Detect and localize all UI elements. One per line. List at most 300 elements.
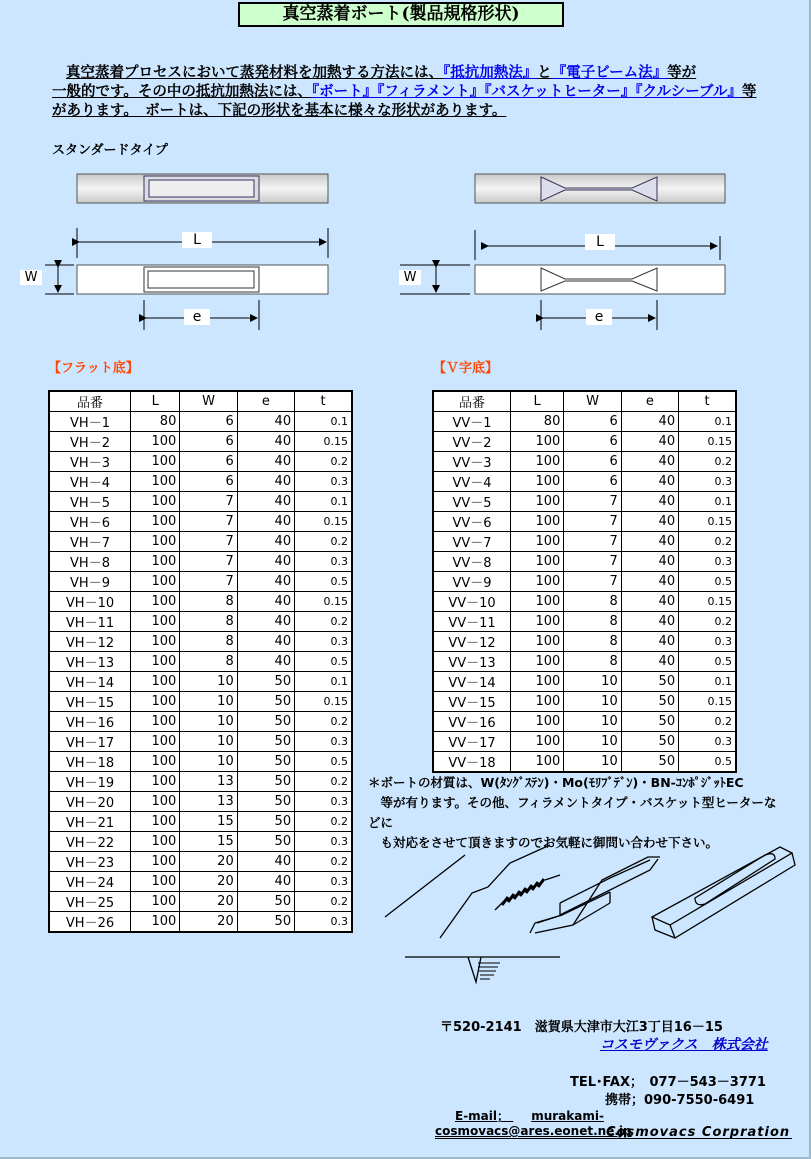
part-no-cell: VV－1 — [433, 412, 511, 432]
L-cell: 100 — [131, 652, 180, 672]
L-cell: 100 — [131, 812, 180, 832]
e-cell: 50 — [237, 832, 294, 852]
e-cell: 50 — [237, 792, 294, 812]
table-row — [49, 752, 352, 772]
L-cell: 100 — [511, 512, 564, 532]
table-header-row — [49, 391, 352, 412]
W-cell: 7 — [564, 492, 621, 512]
W-cell: 6 — [564, 412, 621, 432]
L-cell: 100 — [131, 832, 180, 852]
standard-type-label: スタンダードタイプ — [52, 143, 168, 158]
L-cell: 100 — [131, 552, 180, 572]
t-cell: 0.2 — [679, 612, 736, 632]
intro-line-3: があります。 ボートは、下記の形状を基本に様々な形状があります。 — [52, 103, 507, 119]
header-t: t — [679, 391, 736, 412]
part-no-cell: VH－11 — [49, 612, 131, 632]
header-part-no: 品番 — [433, 391, 511, 412]
v-boat-side-view — [400, 230, 725, 330]
part-no-cell: VH－2 — [49, 432, 131, 452]
W-cell: 7 — [180, 492, 237, 512]
t-cell: 0.15 — [679, 692, 736, 712]
boat-drawings — [0, 160, 811, 340]
W-cell: 20 — [180, 912, 237, 933]
W-cell: 7 — [564, 552, 621, 572]
part-no-cell: VH－15 — [49, 692, 131, 712]
v-bottom-label: 【Ｖ字底】 — [433, 361, 499, 376]
W-cell: 10 — [564, 692, 621, 712]
W-cell: 6 — [180, 452, 237, 472]
t-cell: 0.1 — [679, 492, 736, 512]
note-line: も対応をさせて頂きますのでお気軽に御問い合わせ下さい。 — [368, 835, 719, 850]
e-cell: 40 — [237, 492, 294, 512]
part-no-cell: VV－16 — [433, 712, 511, 732]
L-cell: 100 — [131, 432, 180, 452]
W-cell: 10 — [180, 752, 237, 772]
L-cell: 100 — [131, 512, 180, 532]
W-cell: 7 — [564, 572, 621, 592]
v-spec-table — [432, 390, 737, 773]
t-cell: 0.15 — [295, 512, 352, 532]
header-e: e — [237, 391, 294, 412]
t-cell: 0.3 — [295, 872, 352, 892]
W-cell: 8 — [180, 612, 237, 632]
e-cell: 40 — [621, 432, 678, 452]
boat-type-sketches — [380, 835, 800, 990]
part-no-cell: VV－18 — [433, 752, 511, 773]
table-row — [49, 672, 352, 692]
part-no-cell: VV－12 — [433, 632, 511, 652]
table-row — [433, 592, 736, 612]
L-cell: 100 — [511, 692, 564, 712]
W-cell: 8 — [180, 632, 237, 652]
note-line: 等が有ります。その他、フィラメントタイプ・バスケット型ヒーターなどに — [368, 795, 777, 830]
table-header-row — [433, 391, 736, 412]
t-cell: 0.5 — [679, 752, 736, 773]
L-cell: 100 — [131, 492, 180, 512]
W-cell: 13 — [180, 772, 237, 792]
L-cell: 100 — [511, 532, 564, 552]
W-cell: 13 — [180, 792, 237, 812]
t-cell: 0.15 — [295, 432, 352, 452]
W-cell: 6 — [564, 432, 621, 452]
table-row — [49, 812, 352, 832]
L-cell: 100 — [131, 892, 180, 912]
v-boat-top-view — [475, 174, 725, 203]
e-cell: 40 — [237, 552, 294, 572]
dim-label-e-v: e — [586, 309, 612, 325]
t-cell: 0.15 — [295, 692, 352, 712]
resistance-heating-link[interactable]: 『抵抗加熱法』 — [443, 65, 538, 81]
part-no-cell: VH－14 — [49, 672, 131, 692]
header-e: e — [621, 391, 678, 412]
L-cell: 100 — [511, 732, 564, 752]
t-cell: 0.15 — [679, 432, 736, 452]
part-no-cell: VH－22 — [49, 832, 131, 852]
part-no-cell: VV－9 — [433, 572, 511, 592]
e-cell: 40 — [237, 852, 294, 872]
e-cell: 50 — [621, 732, 678, 752]
e-cell: 50 — [621, 692, 678, 712]
part-no-cell: VV－15 — [433, 692, 511, 712]
part-no-cell: VH－3 — [49, 452, 131, 472]
L-cell: 100 — [131, 792, 180, 812]
table-row — [49, 892, 352, 912]
t-cell: 0.1 — [679, 672, 736, 692]
W-cell: 10 — [564, 732, 621, 752]
dim-label-W-v: W — [399, 270, 421, 285]
e-cell: 40 — [237, 432, 294, 452]
table-row — [433, 692, 736, 712]
part-no-cell: VV－5 — [433, 492, 511, 512]
table-row — [49, 492, 352, 512]
e-cell: 40 — [621, 612, 678, 632]
L-cell: 100 — [511, 712, 564, 732]
part-no-cell: VV－11 — [433, 612, 511, 632]
corp-name-en: Cosmovacs Corpration — [606, 1125, 791, 1140]
company-name[interactable]: コスモヴァクス 株式会社 — [600, 1037, 768, 1053]
e-cell: 50 — [621, 672, 678, 692]
t-cell: 0.3 — [679, 472, 736, 492]
e-cell: 40 — [237, 572, 294, 592]
part-no-cell: VH－23 — [49, 852, 131, 872]
table-row — [49, 632, 352, 652]
L-cell: 100 — [131, 672, 180, 692]
t-cell: 0.5 — [679, 652, 736, 672]
header-W: W — [180, 391, 237, 412]
part-no-cell: VV－8 — [433, 552, 511, 572]
page-title: 真空蒸着ボート(製品規格形状) — [238, 2, 564, 27]
part-no-cell: VH－5 — [49, 492, 131, 512]
part-no-cell: VH－18 — [49, 752, 131, 772]
flat-boat-top-view — [77, 174, 328, 203]
e-cell: 40 — [621, 472, 678, 492]
W-cell: 7 — [180, 552, 237, 572]
t-cell: 0.15 — [679, 512, 736, 532]
e-cell: 40 — [621, 452, 678, 472]
e-cell: 50 — [237, 912, 294, 933]
intro-line-1: 真空蒸着プロセスにおいて蒸発材料を加熱する方法には、『抵抗加熱法』と『電子ビーム法』等が — [66, 65, 697, 81]
e-cell: 40 — [621, 552, 678, 572]
t-cell: 0.15 — [295, 592, 352, 612]
t-cell: 0.2 — [295, 852, 352, 872]
W-cell: 20 — [180, 852, 237, 872]
L-cell: 100 — [131, 452, 180, 472]
L-cell: 100 — [131, 712, 180, 732]
table-row — [49, 692, 352, 712]
W-cell: 10 — [180, 672, 237, 692]
table-row — [49, 792, 352, 812]
crucible-link[interactable]: 『クルシーブル』 — [635, 84, 742, 100]
e-cell: 40 — [237, 592, 294, 612]
W-cell: 8 — [564, 652, 621, 672]
W-cell: 6 — [564, 452, 621, 472]
t-cell: 0.5 — [295, 572, 352, 592]
electron-beam-link[interactable]: 『電子ビーム法』 — [551, 65, 668, 81]
e-cell: 40 — [237, 652, 294, 672]
part-no-cell: VH－19 — [49, 772, 131, 792]
L-cell: 100 — [511, 752, 564, 773]
e-cell: 50 — [237, 772, 294, 792]
t-cell: 0.5 — [679, 572, 736, 592]
table-row — [433, 532, 736, 552]
L-cell: 100 — [511, 652, 564, 672]
L-cell: 100 — [131, 692, 180, 712]
table-row — [433, 632, 736, 652]
part-no-cell: VH－6 — [49, 512, 131, 532]
W-cell: 10 — [180, 692, 237, 712]
table-row — [49, 652, 352, 672]
t-cell: 0.1 — [295, 492, 352, 512]
t-cell: 0.3 — [679, 552, 736, 572]
table-row — [49, 432, 352, 452]
L-cell: 100 — [511, 472, 564, 492]
dim-label-L-v: L — [585, 234, 615, 250]
table-row — [49, 612, 352, 632]
part-no-cell: VH－8 — [49, 552, 131, 572]
table-row — [49, 912, 352, 933]
W-cell: 10 — [180, 732, 237, 752]
part-no-cell: VV－2 — [433, 432, 511, 452]
e-cell: 50 — [237, 752, 294, 772]
e-cell: 40 — [621, 632, 678, 652]
t-cell: 0.2 — [295, 892, 352, 912]
t-cell: 0.5 — [295, 652, 352, 672]
part-no-cell: VH－26 — [49, 912, 131, 933]
table-row — [49, 712, 352, 732]
t-cell: 0.3 — [295, 632, 352, 652]
table-row — [49, 772, 352, 792]
e-cell: 40 — [237, 612, 294, 632]
W-cell: 8 — [564, 632, 621, 652]
t-cell: 0.2 — [295, 612, 352, 632]
part-no-cell: VH－4 — [49, 472, 131, 492]
table-row — [433, 652, 736, 672]
e-cell: 40 — [621, 652, 678, 672]
table-row — [433, 572, 736, 592]
W-cell: 20 — [180, 872, 237, 892]
e-cell: 40 — [237, 452, 294, 472]
L-cell: 100 — [131, 472, 180, 492]
table-row — [433, 712, 736, 732]
L-cell: 100 — [131, 852, 180, 872]
email-label: E-mail； — [455, 1109, 510, 1123]
table-row — [49, 852, 352, 872]
note-line: ＊ボートの材質は、W(ﾀﾝｸﾞｽﾃﾝ)・Mo(ﾓﾘﾌﾞﾃﾞﾝ)・BN-ｺﾝﾎﾟｼﾞｯﾄEC — [368, 775, 744, 790]
e-cell: 40 — [621, 412, 678, 432]
header-L: L — [511, 391, 564, 412]
table-row — [49, 452, 352, 472]
tel-fax: TEL･FAX； 077－543－3771 — [570, 1075, 766, 1090]
part-no-cell: VV－10 — [433, 592, 511, 612]
W-cell: 15 — [180, 832, 237, 852]
t-cell: 0.2 — [295, 712, 352, 732]
boat-filament-basket-link[interactable]: 『ボート』『フィラメント』『バスケットヒーター』 — [311, 84, 636, 100]
table-row — [433, 612, 736, 632]
t-cell: 0.3 — [295, 912, 352, 933]
part-no-cell: VH－13 — [49, 652, 131, 672]
part-no-cell: VH－9 — [49, 572, 131, 592]
L-cell: 100 — [131, 532, 180, 552]
part-no-cell: VH－24 — [49, 872, 131, 892]
dim-label-L-flat: L — [182, 232, 212, 248]
dim-label-W-flat: W — [20, 270, 42, 285]
table-row — [49, 412, 352, 432]
L-cell: 100 — [131, 592, 180, 612]
table-row — [49, 472, 352, 492]
L-cell: 100 — [511, 632, 564, 652]
table-row — [433, 732, 736, 752]
table-row — [433, 412, 736, 432]
L-cell: 100 — [511, 552, 564, 572]
part-no-cell: VV－4 — [433, 472, 511, 492]
table-row — [433, 512, 736, 532]
L-cell: 100 — [131, 752, 180, 772]
W-cell: 6 — [180, 432, 237, 452]
L-cell: 100 — [511, 672, 564, 692]
L-cell: 100 — [511, 592, 564, 612]
e-cell: 50 — [237, 892, 294, 912]
t-cell: 0.2 — [679, 532, 736, 552]
L-cell: 100 — [131, 612, 180, 632]
table-row — [49, 512, 352, 532]
W-cell: 7 — [180, 512, 237, 532]
e-cell: 40 — [621, 512, 678, 532]
e-cell: 40 — [621, 492, 678, 512]
W-cell: 6 — [180, 472, 237, 492]
flat-spec-table — [48, 390, 353, 933]
t-cell: 0.1 — [295, 672, 352, 692]
part-no-cell: VV－17 — [433, 732, 511, 752]
W-cell: 8 — [564, 612, 621, 632]
part-no-cell: VH－20 — [49, 792, 131, 812]
e-cell: 50 — [237, 672, 294, 692]
header-L: L — [131, 391, 180, 412]
table-row — [433, 472, 736, 492]
L-cell: 80 — [511, 412, 564, 432]
L-cell: 100 — [131, 732, 180, 752]
t-cell: 0.2 — [295, 812, 352, 832]
table-row — [433, 672, 736, 692]
e-cell: 40 — [237, 512, 294, 532]
e-cell: 40 — [237, 632, 294, 652]
L-cell: 80 — [131, 412, 180, 432]
W-cell: 7 — [180, 532, 237, 552]
e-cell: 40 — [621, 532, 678, 552]
part-no-cell: VH－1 — [49, 412, 131, 432]
table-row — [433, 552, 736, 572]
L-cell: 100 — [511, 612, 564, 632]
part-no-cell: VV－3 — [433, 452, 511, 472]
L-cell: 100 — [131, 912, 180, 933]
t-cell: 0.2 — [679, 452, 736, 472]
table-row — [433, 752, 736, 773]
L-cell: 100 — [511, 492, 564, 512]
e-cell: 40 — [237, 532, 294, 552]
W-cell: 8 — [180, 652, 237, 672]
t-cell: 0.3 — [295, 552, 352, 572]
W-cell: 15 — [180, 812, 237, 832]
e-cell: 40 — [237, 872, 294, 892]
W-cell: 7 — [564, 512, 621, 532]
table-row — [433, 492, 736, 512]
t-cell: 0.2 — [679, 712, 736, 732]
e-cell: 40 — [237, 472, 294, 492]
table-row — [433, 432, 736, 452]
header-t: t — [295, 391, 352, 412]
L-cell: 100 — [131, 632, 180, 652]
t-cell: 0.1 — [295, 412, 352, 432]
part-no-cell: VV－14 — [433, 672, 511, 692]
W-cell: 6 — [564, 472, 621, 492]
table-row — [433, 452, 736, 472]
W-cell: 10 — [180, 712, 237, 732]
t-cell: 0.3 — [295, 732, 352, 752]
L-cell: 100 — [511, 572, 564, 592]
t-cell: 0.3 — [679, 732, 736, 752]
t-cell: 0.15 — [679, 592, 736, 612]
open-boat-sketch — [530, 857, 660, 933]
t-cell: 0.2 — [295, 532, 352, 552]
header-part-no: 品番 — [49, 391, 131, 412]
e-cell: 40 — [621, 572, 678, 592]
table-row — [49, 732, 352, 752]
e-cell: 50 — [621, 752, 678, 773]
table-row — [49, 532, 352, 552]
part-no-cell: VH－25 — [49, 892, 131, 912]
W-cell: 20 — [180, 892, 237, 912]
part-no-cell: VH－10 — [49, 592, 131, 612]
email-address[interactable]: murakami-cosmovacs@ares.eonet.ne.jp — [435, 1109, 632, 1138]
t-cell: 0.2 — [295, 772, 352, 792]
t-cell: 0.2 — [295, 452, 352, 472]
flat-bottom-label: 【フラット底】 — [48, 361, 139, 376]
intro-line-2: 一般的です。その中の抵抗加熱法には、『ボート』『フィラメント』『バスケットヒーター』『クルシーブル』等 — [52, 84, 757, 100]
mobile-phone: 携帯；090-7550-6491 — [605, 1093, 755, 1108]
e-cell: 40 — [621, 592, 678, 612]
e-cell: 50 — [237, 692, 294, 712]
t-cell: 0.5 — [295, 752, 352, 772]
L-cell: 100 — [511, 432, 564, 452]
W-cell: 7 — [180, 572, 237, 592]
part-no-cell: VH－12 — [49, 632, 131, 652]
trough-boat-sketch — [652, 847, 795, 938]
t-cell: 0.3 — [679, 632, 736, 652]
t-cell: 0.3 — [295, 472, 352, 492]
table-row — [49, 552, 352, 572]
part-no-cell: VV－7 — [433, 532, 511, 552]
L-cell: 100 — [131, 572, 180, 592]
e-cell: 50 — [237, 732, 294, 752]
table-row — [49, 832, 352, 852]
L-cell: 100 — [511, 452, 564, 472]
e-cell: 40 — [237, 412, 294, 432]
address: 〒520-2141 滋賀県大津市大江3丁目16－15 — [440, 1020, 723, 1035]
part-no-cell: VV－13 — [433, 652, 511, 672]
e-cell: 50 — [621, 712, 678, 732]
L-cell: 100 — [131, 772, 180, 792]
intro-paragraph — [52, 64, 757, 121]
W-cell: 6 — [180, 412, 237, 432]
header-W: W — [564, 391, 621, 412]
L-cell: 100 — [131, 872, 180, 892]
W-cell: 8 — [564, 592, 621, 612]
t-cell: 0.1 — [679, 412, 736, 432]
table-row — [49, 572, 352, 592]
e-cell: 50 — [237, 712, 294, 732]
t-cell: 0.3 — [295, 792, 352, 812]
W-cell: 10 — [564, 752, 621, 773]
dim-label-e-flat: e — [184, 309, 210, 325]
